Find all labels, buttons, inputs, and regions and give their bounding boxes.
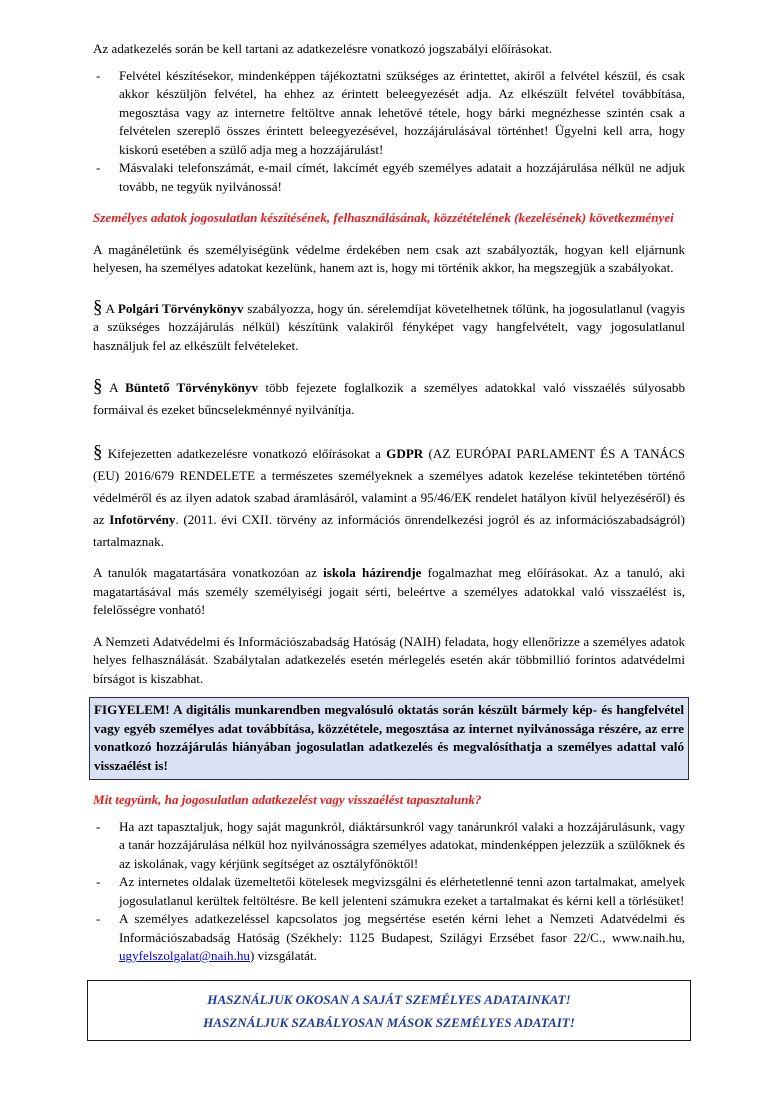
list-item: - Másvalaki telefonszámát, e-mail címét, lakcímét egyéb személyes adatait a hozzájárulása nélkül ne adjuk tovább, ne tegyük nyilvánossá!	[96, 160, 685, 194]
section-sign-icon: §	[93, 296, 103, 318]
list-item: - Ha azt tapasztaljuk, hogy saját magunkról, diáktársunkról vagy tanárunkról valaki a hozzájárulásunk, vagy a tanár hozzájárulása nélkül hoz nyilvánosságra személyes adatokat, mindenképpen jelezzük a szülőknek és az iskolának, vagy kérjünk segítséget az osztályfőnöktől!	[96, 818, 685, 871]
naih-email-link[interactable]: ugyfelszolgalat@naih.hu	[119, 948, 250, 963]
list-item: - Felvétel készítésekor, mindenképpen tájékoztatni szükséges az érintettet, akiről a felvétel készül, és csak akkor készüljön felvétel, ha ehhez az érintett beleegyezését adja. Az elkészült felvétel továbbítása, megosztása vagy az internetre feltöltve annak lehetővé tétele, hogy bárki megnézhesse szintén csak a felvételen szereplő összes érintett beleegyezésével, hozzájárulásával történhet! Ügyelni kell arra, hogy kiskorú esetében a szülő adja meg a hozzájárulást!	[96, 67, 685, 157]
dash-bullet: -	[96, 911, 101, 926]
house-rules-paragraph: A tanulók magatartására vonatkozóan az iskola házirendje fogalmazhat meg előírásokat. Az a tanuló, aki magatartásával más személy személyiségi jogait sérti, beleértve a személyes adatokkal való visszaélést is, felelősségre vonható!	[93, 565, 685, 617]
privacy-paragraph: A magánéletünk és személyiségünk védelme érdekében nem csak azt szabályozták, hogyan kell eljárnunk helyesen, ha személyes adatokat kezelünk, hanem azt is, hogy mi történik akkor, ha megszegjük a szabályokat.	[93, 241, 685, 275]
intro-paragraph: Az adatkezelés során be kell tartani az adatkezelésre vonatkozó jogszabályi előírásokat.	[93, 41, 553, 56]
warning-notice-box: FIGYELEM! A digitális munkarendben megvalósuló oktatás során készült bármely kép- és hangfelvétel vagy egyéb személyes adat továbbítása, közzététele, megosztása az internet nyilvánossága részére, az erre vonatkozó hozzájárulás hiányában jogosulatlan adatkezelés és megvalósíthatja a személyes adattal való visszaélést is!	[89, 697, 689, 780]
house-rules-term: iskola házirendje	[323, 565, 422, 580]
footer-slogan-others-data: HASZNÁLJUK SZABÁLYOSAN MÁSOK SZEMÉLYES ADATAIT!	[203, 1014, 575, 1030]
list-item: - Az internetes oldalak üzemeltetői kötelesek megvizsgálni és elérhetetlenné tenni azon tartalmakat, amelyek jogosulatlanul kerültek feltöltésre. Be kell jelenteni számukra ezeket a tartalmakat és kérni kell a törlésüket!	[96, 874, 685, 908]
civil-code-paragraph: § A Polgári Törvénykönyv szabályozza, hogy ún. sérelemdíjat követelhetnek tőlünk, ha jogosulatlanul (vagyis a szükséges hozzájárulás nélkül) készítünk valakiről fényképet vagy hangfelvételt, vagy jogosulatlanul használjuk fel az elkészült felvételeket.	[93, 296, 685, 353]
footer-slogan-box	[87, 980, 691, 1041]
gdpr-paragraph: § Kifejezetten adatkezelésre vonatkozó előírásokat a GDPR (AZ EURÓPAI PARLAMENT ÉS A TANÁCS (EU) 2016/679 RENDELETE a természetes személyeknek a személyes adatok kezelése tekintetében történő védelméről és az ilyen adatok szabad áramlásáról, valamint a 95/46/EK rendelet hatályon kívül helyezéséről) és az Infotörvény. (2011. évi CXII. törvény az információs önrendelkezési jogról és az információszabadságról) tartalmaznak.	[93, 442, 685, 549]
list-item: - A személyes adatkezeléssel kapcsolatos jog megsértése esetén kérni lehet a Nemzeti Adatvédelmi és Információszabadság Hatóság (Székhely: 1125 Budapest, Szilágyi Erzsébet fasor 22/C., www.naih.hu, ugyfelszolgalat@naih.hu) vizsgálatát.	[96, 911, 685, 963]
section-heading-consequences: Személyes adatok jogosulatlan készítésének, felhasználásának, közzétételének (kezelésének) következményei	[93, 210, 674, 225]
document-page	[93, 40, 685, 1041]
criminal-code-paragraph: § A Büntető Törvénykönyv több fejezete foglalkozik a személyes adatokkal való visszaélés súlyosabb formáival és ezeket bűncselekménnyé nyilvánítja.	[93, 376, 686, 417]
section-heading-what-to-do: Mit tegyünk, ha jogosulatlan adatkezelést vagy visszaélést tapasztalunk?	[93, 792, 482, 807]
dash-bullet: -	[96, 874, 101, 889]
section-sign-icon: §	[93, 442, 103, 463]
actions-list	[93, 818, 685, 966]
dash-bullet: -	[96, 67, 101, 83]
criminal-code-term: Büntető Törvénykönyv	[125, 380, 259, 395]
footer-slogan-own-data: HASZNÁLJUK OKOSAN A SAJÁT SZEMÉLYES ADATAINKAT!	[207, 991, 571, 1007]
dash-bullet: -	[96, 818, 101, 834]
dash-bullet: -	[96, 160, 101, 175]
section-sign-icon: §	[93, 376, 103, 397]
civil-code-term: Polgári Törvénykönyv	[117, 300, 244, 316]
infotorveny-term: Infotörvény	[109, 512, 176, 527]
gdpr-term: GDPR	[386, 446, 424, 461]
rules-list	[93, 67, 685, 197]
naih-paragraph: A Nemzeti Adatvédelmi és Információszabadság Hatóság (NAIH) feladata, hogy ellenőrizze a személyes adatok helyes felhasználását. Szabálytalan adatkezelés esetén mérlegelés esetén akár többmillió forintos adatvédelmi bírságot is kiszabhat.	[93, 633, 685, 686]
